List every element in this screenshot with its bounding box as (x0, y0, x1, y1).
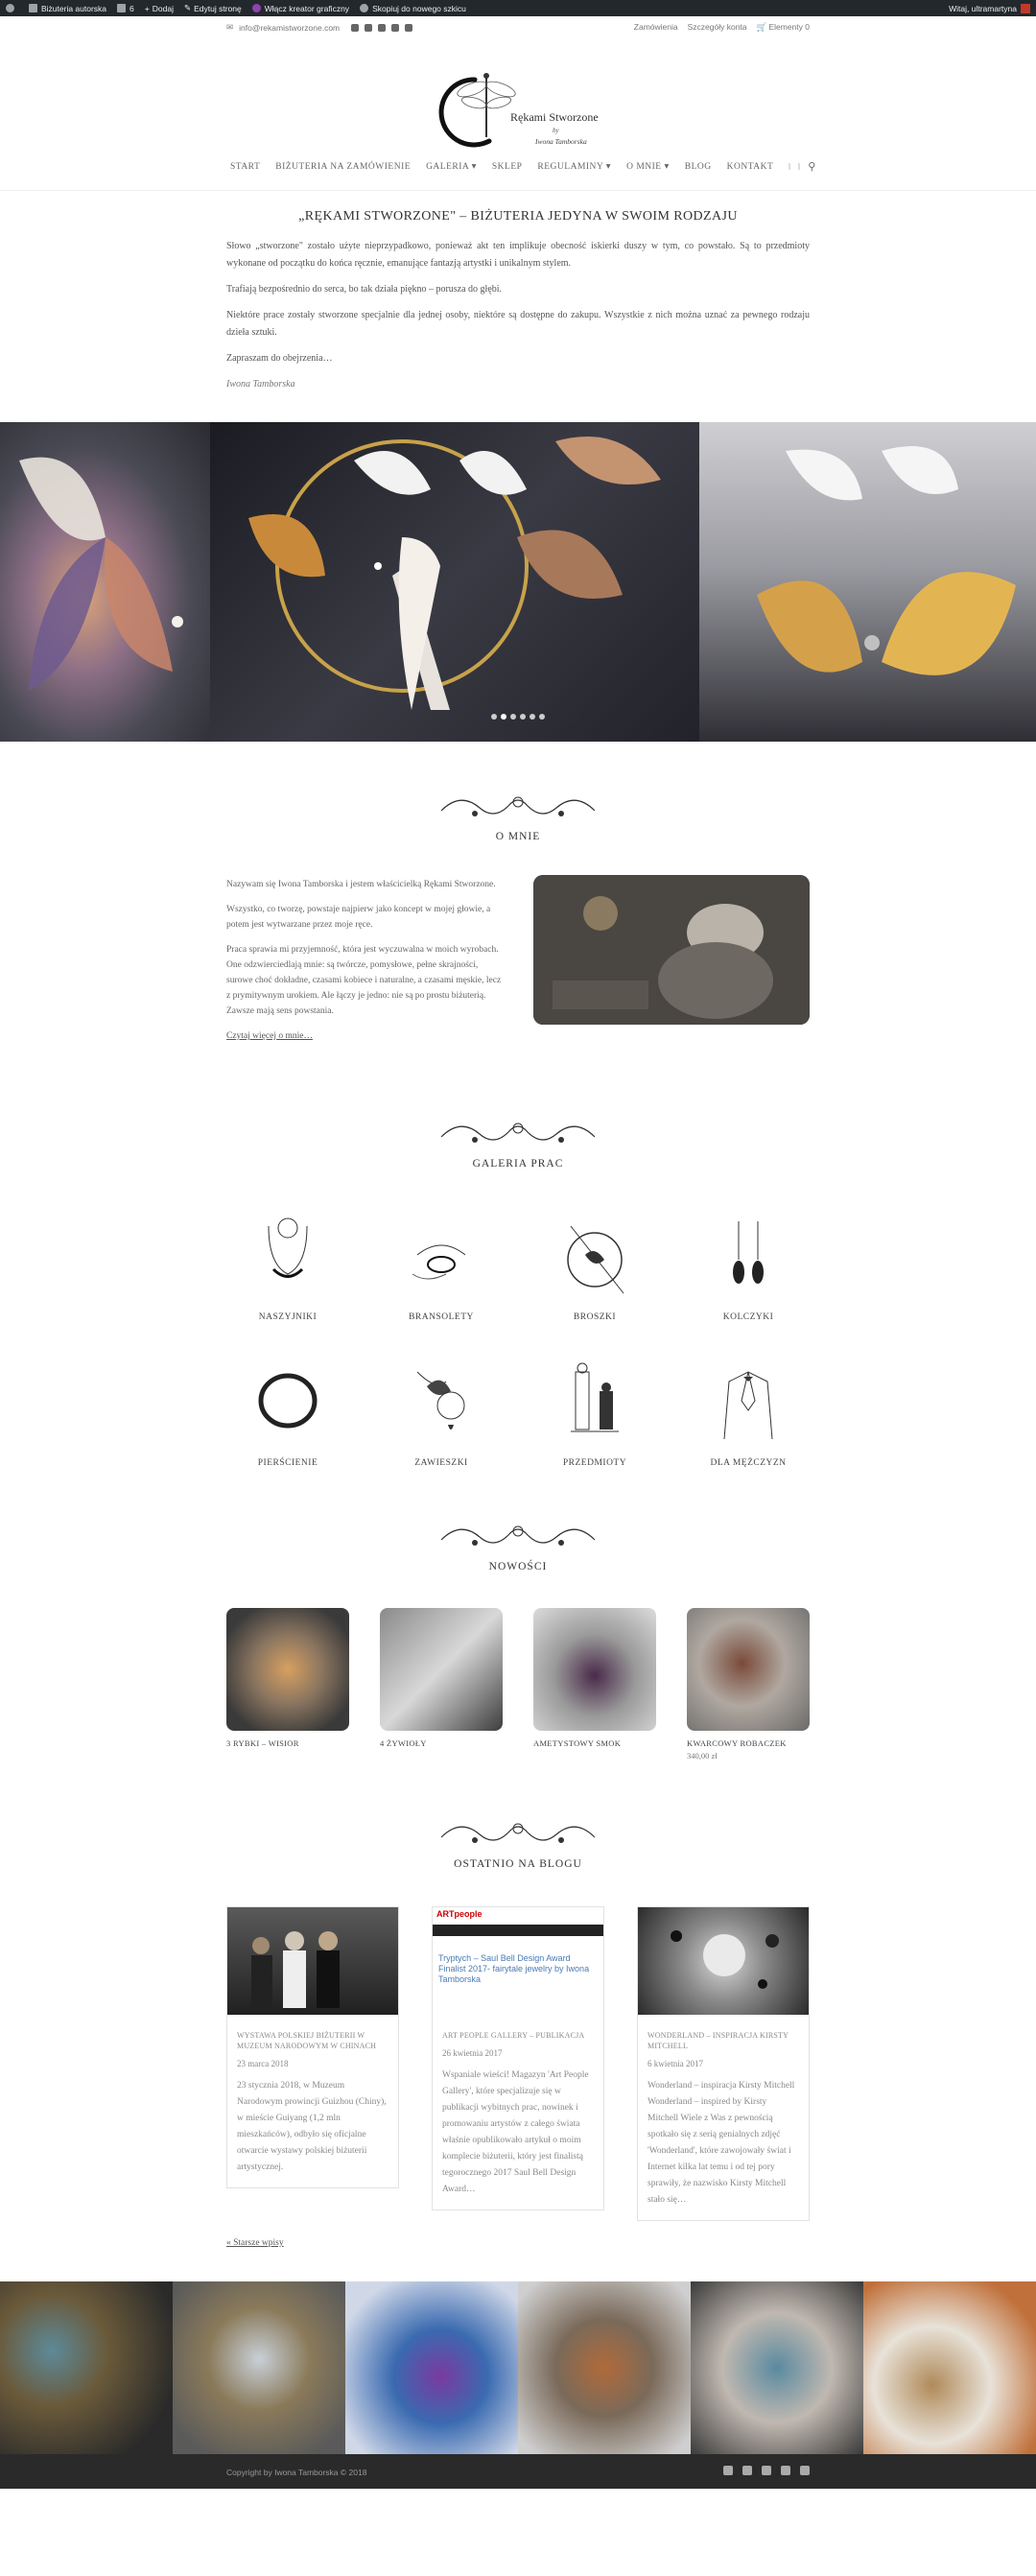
blog-post-card[interactable] (637, 1906, 810, 2221)
slide-image-center (210, 422, 699, 742)
comment-icon (117, 4, 126, 12)
product-title[interactable]: KWARCOWY ROBACZEK (687, 1738, 787, 1748)
slider-dot[interactable] (539, 714, 545, 720)
intro-paragraph: Niektóre prace zostały stworzone specjalnie dla jednej osoby, niektóre są dostępne do zakupu. Wszystkie z nich można uznać za pewnego rodzaju dzieła sztuki. (226, 310, 810, 338)
slide-image-left (0, 422, 210, 742)
product-card[interactable] (687, 1608, 810, 1761)
nav-start[interactable]: START (230, 161, 261, 172)
nav-contact[interactable]: KONTAKT (726, 161, 774, 172)
post-title[interactable]: ART PEOPLE GALLERY – PUBLIKACJA (442, 2031, 585, 2040)
site-footer (0, 2454, 1036, 2489)
older-posts-link[interactable]: « Starsze wpisy (226, 2238, 284, 2248)
slider-dot[interactable] (501, 714, 506, 720)
instagram-icon[interactable] (405, 24, 412, 32)
post-date: 23 marca 2018 (237, 2059, 289, 2068)
copy-icon (360, 4, 368, 12)
section-ornament-icon (436, 1813, 600, 1852)
divi-icon (252, 4, 261, 12)
post-excerpt: 23 stycznia 2018, w Muzeum Narodowym prowincji Guizhou (Chiny), w mieście Guiyang (1,2 mln mieszkańców), odbyło się oficjalne otwarcie wystawy polskiej biżuterii artystycznej. (237, 2081, 387, 2172)
strip-image[interactable] (691, 2281, 863, 2454)
butterfly-brooch-icon (0, 422, 210, 742)
post-date: 6 kwietnia 2017 (648, 2059, 703, 2068)
product-card[interactable] (533, 1608, 656, 1748)
gallery-item-pendants[interactable]: ZAWIESZKI (384, 1353, 499, 1468)
account-menu[interactable]: Witaj, ultramartyna (949, 4, 1030, 13)
blog-post-card[interactable] (432, 1906, 604, 2210)
strip-image[interactable] (345, 2281, 518, 2454)
artist-at-work-image (533, 875, 810, 1025)
blog-post-card[interactable] (226, 1906, 399, 2188)
product-card[interactable] (380, 1608, 503, 1748)
ring-sketch-icon (245, 1353, 331, 1449)
gallery-item-bracelets[interactable]: BRANSOLETY (384, 1207, 499, 1322)
product-image[interactable] (226, 1608, 349, 1731)
section-ornament-icon (436, 1516, 600, 1554)
slider-dot[interactable] (510, 714, 516, 720)
post-image[interactable] (433, 1907, 603, 2015)
cart-link[interactable]: 🛒 Elementy 0 (756, 22, 810, 32)
admin-bar (0, 0, 1036, 16)
intro-title: „RĘKAMI STWORZONE" – BIŻUTERIA JEDYNA W SWOIM RODZAJU (298, 209, 738, 224)
flag-en-icon[interactable] (798, 163, 800, 170)
section-ornament-icon (436, 1113, 600, 1151)
strip-image[interactable] (518, 2281, 691, 2454)
rss-icon[interactable] (742, 2466, 752, 2475)
blog-title: OSTATNIO NA BLOGU (454, 1858, 582, 1870)
brooch-sketch-icon (552, 1207, 638, 1303)
butterfly-brooch-icon (699, 422, 1036, 742)
slider-pagination (491, 714, 545, 720)
wp-logo-button[interactable] (6, 4, 18, 12)
site-name-link[interactable]: Biżuteria autorska (29, 4, 106, 13)
contact-email-link[interactable]: info@rekamistworzone.com (239, 22, 341, 33)
about-paragraph: Praca sprawia mi przyjemność, która jest wyczuwalna w moich wyrobach. One odzwierciedlają mnie: są twórcze, pomysłowe, pełne skrajności, surowe choć dokładne, czasami kobiece i naturalne, a czasami męskie, lecz z prymitywnym urokiem. Ale łączy je jedno: nie są po prostu biżuterią. Zawsze mają sens powstania. (226, 945, 502, 1016)
pinterest-icon[interactable] (781, 2466, 790, 2475)
bracelet-sketch-icon (398, 1207, 484, 1303)
product-image[interactable] (380, 1608, 503, 1731)
suit-sketch-icon (705, 1353, 791, 1449)
add-new-link[interactable]: + Dodaj (144, 3, 174, 13)
intro-signature: Iwona Tamborska (226, 379, 295, 390)
product-title[interactable]: 3 RYBKI – WISIOR (226, 1738, 299, 1748)
duplicate-draft-link[interactable]: Skopiuj do nowego szkicu (360, 4, 466, 13)
nav-custom-jewelry[interactable]: BIŻUTERIA NA ZAMÓWIENIE (275, 161, 412, 172)
plus-icon: + (144, 3, 150, 13)
top-bar (0, 16, 1036, 37)
nav-about[interactable]: O MNIE ▾ (626, 162, 670, 172)
logo-by-text: by (553, 127, 559, 134)
intro-paragraph: Zapraszam do obejrzenia… (226, 353, 333, 364)
copyright-text: Copyright by Iwona Tamborska © 2018 (226, 2468, 367, 2477)
product-price: 340,00 zł (687, 1751, 718, 1761)
flag-pl-icon[interactable] (789, 163, 790, 170)
cart-icon: 🛒 (756, 22, 769, 32)
rss-icon[interactable] (365, 24, 372, 32)
gallery-item-rings[interactable]: PIERŚCIENIE (230, 1353, 345, 1468)
avatar (1021, 4, 1030, 13)
strip-image[interactable] (0, 2281, 173, 2454)
slider-dot[interactable] (520, 714, 526, 720)
strip-image[interactable] (173, 2281, 345, 2454)
gallery-item-for-men[interactable]: DLA MĘŻCZYZN (691, 1353, 806, 1468)
comments-link[interactable]: 6 (117, 4, 134, 13)
orders-link[interactable]: Zamówienia (633, 22, 678, 32)
wonderland-photo-image (638, 1907, 809, 2015)
gallery-item-objects[interactable]: PRZEDMIOTY (537, 1353, 652, 1468)
gallery-item-necklaces[interactable]: NASZYJNIKI (230, 1207, 345, 1322)
gallery-item-earrings[interactable]: KOLCZYKI (691, 1207, 806, 1322)
exhibition-photo-image (227, 1907, 398, 2015)
email-icon: ✉ (226, 22, 234, 32)
pendant-necklace-icon (210, 422, 699, 742)
facebook-icon[interactable] (723, 2466, 733, 2475)
chess-pieces-sketch-icon (552, 1353, 638, 1449)
about-photo (533, 875, 810, 1025)
youtube-icon[interactable] (762, 2466, 771, 2475)
gallery-title: GALERIA PRAC (472, 1158, 564, 1170)
product-card[interactable] (226, 1608, 349, 1748)
intro-paragraph: Trafiają bezpośrednio do serca, bo tak działa piękno – porusza do głębi. (226, 284, 503, 295)
intro-paragraph: Słowo „stworzone" zostało użyte nieprzypadkowo, ponieważ akt ten implikuje obecność iskierki duszy w tym, co powstało. Są to przedmioty wykonane od początku do końca ręcznie, emanujące fantazją artystki i unikalnym stylem. (226, 241, 810, 269)
site-header (0, 37, 1036, 191)
post-title[interactable]: WYSTAWA POLSKIEJ BIŻUTERII W MUZEUM NARODOWYM W CHINACH (237, 2031, 377, 2050)
pinterest-icon[interactable] (391, 24, 399, 32)
earrings-sketch-icon (705, 1207, 791, 1303)
slide-image-right (699, 422, 1036, 742)
gallery-item-brooches[interactable]: BROSZKI (537, 1207, 652, 1322)
nav-gallery[interactable]: GALERIA ▾ (426, 162, 477, 172)
logo-author-text: Iwona Tamborska (535, 137, 587, 146)
necklace-sketch-icon (245, 1207, 331, 1303)
nav-blog[interactable]: BLOG (684, 161, 712, 172)
logo-brand-text: Rękami Stworzone (510, 110, 599, 124)
post-image[interactable] (227, 1907, 398, 2015)
facebook-icon[interactable] (351, 24, 359, 32)
post-excerpt: Wonderland – inspiracja Kirsty Mitchell Wonderland – inspired by Kirsty Mitchell Wiele z Was z pewnością spotkało się z serią genialnych zdjęć 'Wonderland', które zawojowały świat i Internet kilka lat temu i od tej pory sprawiły, że nazwisko Kirsty Mitchell stało się… (648, 2081, 795, 2205)
art-people-headline: Tryptych – Saul Bell Design Award Finalist 2017- fairytale jewelry by Iwona Tamborska (438, 1953, 590, 1984)
site-logo[interactable] (422, 60, 624, 161)
visual-builder-link[interactable]: Włącz kreator graficzny (252, 4, 349, 13)
news-title: NOWOŚCI (488, 1561, 548, 1572)
nav-terms[interactable]: REGULAMINY ▾ (537, 162, 612, 172)
product-image[interactable] (533, 1608, 656, 1731)
about-paragraph: Nazywam się Iwona Tamborska i jestem właścicielką Rękami Stworzone. (226, 880, 496, 889)
post-date: 26 kwietnia 2017 (442, 2048, 503, 2058)
search-icon[interactable]: ⚲ (808, 161, 816, 173)
art-people-logo: ARTpeople (436, 1909, 483, 1919)
edit-page-link[interactable]: ✎ Edytuj stronę (183, 3, 242, 13)
post-title[interactable]: WONDERLAND – INSPIRACJA KIRSTY MITCHELL (648, 2031, 789, 2050)
main-navigation (230, 160, 816, 173)
post-excerpt: Wspaniale wieści! Magazyn 'Art People Gallery', które specjalizuje się w publikacji wybitnych prac, nowinek i promowaniu artystów z całego świata właśnie opublikowało artykuł o moim komplecie biżuterii, który jest finalistą tegorocznego 2017 Saul Bell Design Award… (442, 2070, 589, 2194)
wordpress-icon (6, 4, 14, 12)
instagram-icon[interactable] (800, 2466, 810, 2475)
slider-dot[interactable] (530, 714, 535, 720)
product-image[interactable] (687, 1608, 810, 1731)
read-more-about-link[interactable]: Czytaj więcej o mnie… (226, 1031, 313, 1041)
instagram-strip (0, 2281, 1036, 2454)
about-title: O MNIE (495, 831, 541, 842)
hero-slider[interactable] (0, 422, 1036, 742)
youtube-icon[interactable] (378, 24, 386, 32)
section-ornament-icon (436, 787, 600, 825)
about-paragraph: Wszystko, co tworzę, powstaje najpierw jako koncept w mojej głowie, a potem jest wytwarzane przez moje ręce. (226, 905, 491, 930)
about-text (226, 877, 505, 1044)
nav-shop[interactable]: SKLEP (491, 161, 523, 172)
product-title[interactable]: 4 ŻYWIOŁY (380, 1738, 427, 1748)
pencil-icon: ✎ (183, 3, 192, 12)
home-icon (29, 4, 37, 12)
slider-dot[interactable] (491, 714, 497, 720)
intro-section (226, 209, 810, 402)
strip-image[interactable] (863, 2281, 1036, 2454)
post-image[interactable] (638, 1907, 809, 2015)
account-details-link[interactable]: Szczegóły konta (687, 22, 747, 32)
pendant-sketch-icon (398, 1353, 484, 1449)
product-title[interactable]: AMETYSTOWY SMOK (533, 1738, 622, 1748)
